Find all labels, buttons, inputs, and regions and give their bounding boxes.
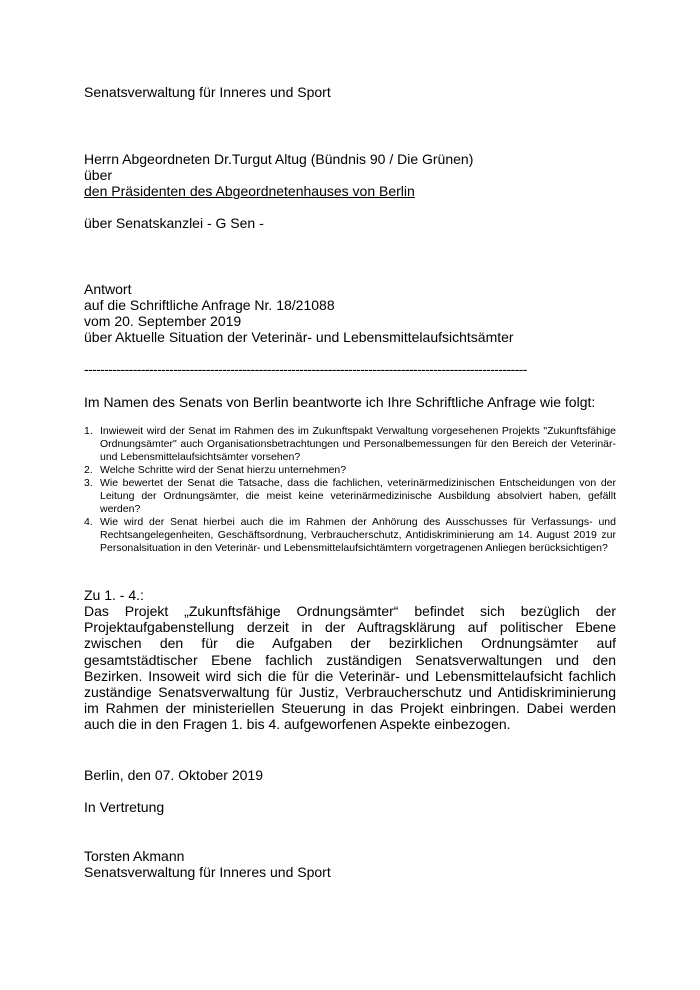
subject-date: vom 20. September 2019 <box>84 313 242 329</box>
dashed-divider: ------------------------------------------------------------------------------------------------------------- <box>84 361 527 377</box>
question-text: Welche Schritte wird der Senat hierzu unternehmen? <box>100 464 347 476</box>
answer-text: Das Projekt „Zukunftsfähige Ordnungsämter“ befindet sich bezüglich der Projektaufgabenstellung derzeit in der Auftragsklärung auf politischer Ebene zwischen den für die Aufgaben der bezirklichen Ordnungsämter auf gesamtstädtischer Ebene fachlich zuständigen Senatsverwaltungen und den Bezirken. Insoweit wird sich die für die Veterinär- und Lebensmittelaufsicht fachlich zuständige Senatsverwaltung für Justiz, Verbraucherschutz und Antidiskriminierung im Rahmen der ministeriellen Steuerung in das Projekt einbringen. Dabei werden auch die in den Fragen 1. bis 4. aufgeworfenen Aspekte einbezogen. <box>84 603 616 733</box>
subject-answer: Antwort <box>84 281 132 297</box>
question-item <box>84 464 616 477</box>
answer-label: Zu 1. - 4.: <box>84 587 144 603</box>
sender-line: Senatsverwaltung für Inneres und Sport <box>84 84 331 100</box>
question-number: 2. <box>84 464 93 476</box>
signatory-name: Torsten Akmann <box>84 848 185 864</box>
subject-inquiry: auf die Schriftliche Anfrage Nr. 18/21088 <box>84 297 335 313</box>
question-text: Wie bewertet der Senat die Tatsache, dass die fachlichen, veterinärmedizinischen Entscheidungen von der Leitung der Ordnungsämter, die meist keine veterinärmedizinische Ausbildung absolviert haben, gefällt werden? <box>100 477 616 515</box>
president-line: den Präsidenten des Abgeordnetenhauses von Berlin <box>84 183 415 199</box>
intro-text: Im Namen des Senats von Berlin beantworte ich Ihre Schriftliche Anfrage wie folgt: <box>84 394 596 410</box>
closing-date: Berlin, den 07. Oktober 2019 <box>84 767 264 783</box>
signatory-department: Senatsverwaltung für Inneres und Sport <box>84 864 331 880</box>
chancellery-line: über Senatskanzlei - G Sen - <box>84 215 264 231</box>
closing-representation: In Vertretung <box>84 799 165 815</box>
question-text: Wie wird der Senat hierbei auch die im Rahmen der Anhörung des Ausschusses für Verfassungs- und Rechtsangelegenheiten, Geschäftsordnung, Verbraucherschutz, Antidiskriminierung am 14. August 2019 zur Personalsituation in den Veterinär- und Lebensmittelaufsichtämtern vorgetragenen Anliegen berücksichtigen? <box>100 516 616 554</box>
question-number: 4. <box>84 516 93 528</box>
question-item <box>84 516 616 555</box>
question-number: 1. <box>84 425 93 437</box>
question-text: Inwieweit wird der Senat im Rahmen des im Zukunftspakt Verwaltung vorgesehenen Projekts "Zukunftsfähige Ordnungsämter" auch Organisationsbetrachtungen und Personalbemessungen für den Bereich der Veterinär- und Lebensmittelaufsichtsämter vorsehen? <box>100 425 616 463</box>
question-item <box>84 477 616 516</box>
via-line: über <box>84 167 113 183</box>
question-list <box>84 425 616 555</box>
subject-topic: über Aktuelle Situation der Veterinär- und Lebensmittelaufsichtsämter <box>84 329 514 345</box>
question-number: 3. <box>84 477 93 489</box>
question-item <box>84 425 616 464</box>
recipient-line: Herrn Abgeordneten Dr.Turgut Altug (Bündnis 90 / Die Grünen) <box>84 151 474 167</box>
